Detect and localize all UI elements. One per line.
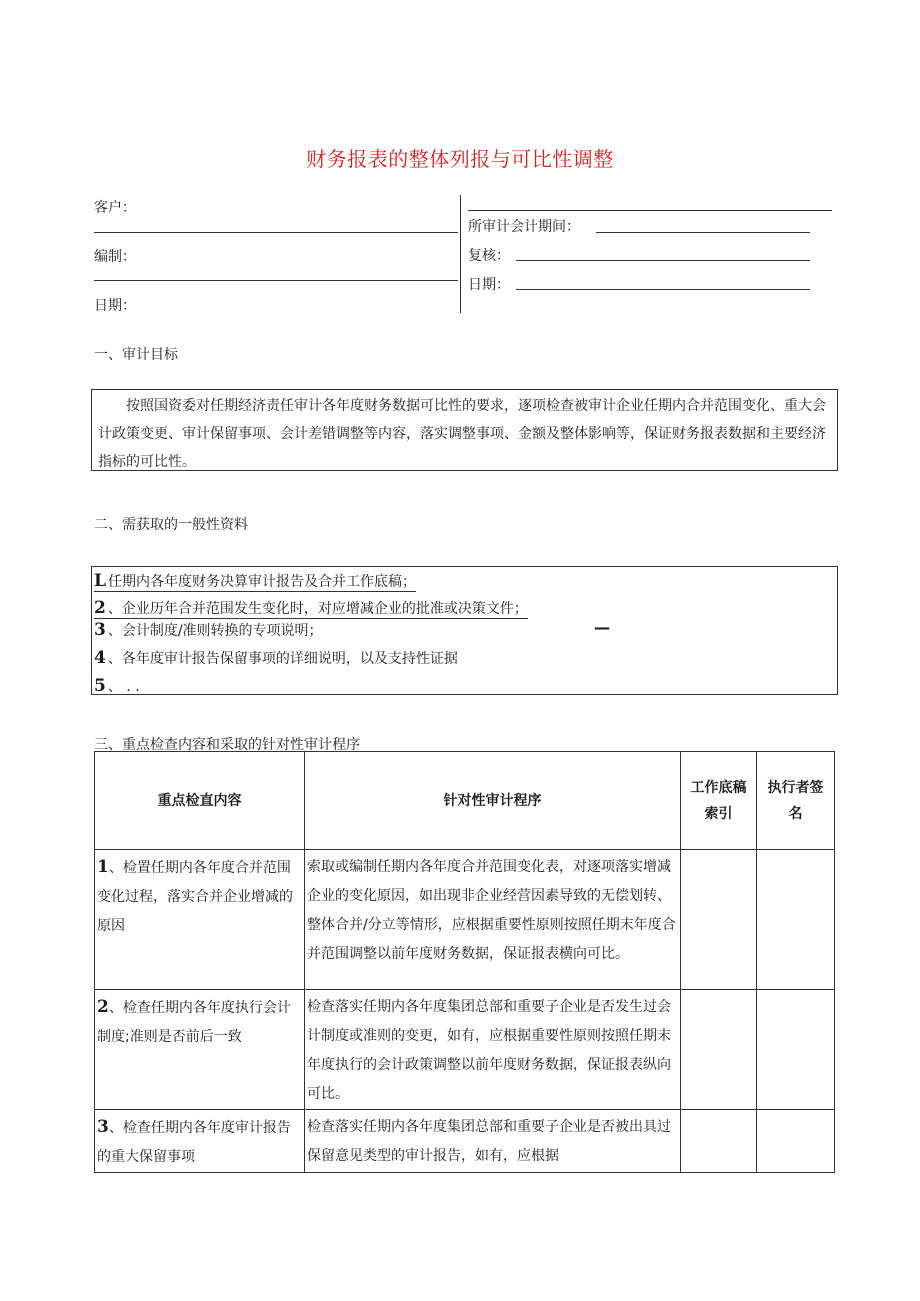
procedure-cell: 检查落实任期内各年度集团总部和重要子企业是否发生过会计制度或准则的变更，如有，应根据重要性原则按照任期末年度执行的会计政策调整以前年度财务数据，保证报表纵向可比。: [305, 990, 681, 1110]
check-content-cell: [95, 1110, 305, 1173]
audit-period-underline: [596, 232, 810, 233]
column-header-workpaper-index: 工作底稿索引: [681, 752, 757, 850]
section-procedures-heading: 三、重点检查内容和采取的针对性审计程序: [94, 737, 360, 753]
material-item: [94, 620, 323, 640]
check-content-text: 、检置任期内各年度合并范围变化过程，落实合并企业增减的原因: [97, 860, 293, 934]
column-header-procedure: 针对性审计程序: [305, 752, 681, 850]
row-number: 3: [97, 1117, 109, 1137]
row-number: 1: [97, 857, 109, 877]
dash-mark: —: [594, 618, 610, 637]
signer-cell[interactable]: [757, 1110, 835, 1173]
audit-objective-box: [91, 389, 838, 471]
client-label: 客户：: [94, 200, 136, 216]
table-row: [95, 990, 835, 1110]
material-item-number: 2: [94, 598, 106, 618]
table-header-row: [95, 752, 835, 850]
client-underline: [94, 232, 458, 233]
column-header-signer: 执行者签名: [757, 752, 835, 850]
section-audit-objective-heading: 一、审计目标: [94, 347, 178, 363]
prepared-label: 编制：: [94, 249, 136, 265]
procedure-cell: 检查落实任期内各年度集团总部和重要子企业是否被出具过保留意见类型的审计报告，如有，应根据: [305, 1110, 681, 1173]
workpaper-index-cell[interactable]: [681, 850, 757, 990]
check-content-text: 、检查任期内各年度审计报告的重大保留事项: [97, 1120, 291, 1165]
row-number: 2: [97, 997, 109, 1017]
right-top-underline: [468, 210, 832, 211]
procedures-table: [94, 751, 835, 1173]
check-content-cell: [95, 850, 305, 990]
signer-cell[interactable]: [757, 990, 835, 1110]
material-item-number: 3: [94, 620, 106, 640]
table-row: [95, 850, 835, 990]
procedure-cell: 索取或编制任期内各年度合并范围变化表，对逐项落实增减企业的变化原因，如出现非企业经营因素导致的无偿划转、整体合并/分立等情形，应根据重要性原则按照任期末年度合并范围调整以前年度财务数据，保证报表横向可比。: [305, 850, 681, 990]
date-label-right: 日期：: [468, 277, 510, 293]
document-title: 财务报表的整体列报与可比性调整: [306, 147, 614, 171]
review-underline: [516, 260, 810, 261]
material-item-number: L: [94, 571, 106, 591]
date-label-left: 日期：: [94, 298, 136, 314]
date-underline-right: [516, 289, 810, 290]
workpaper-index-cell[interactable]: [681, 1110, 757, 1173]
audit-objective-text: 按照国资委对任期经济责任审计各年度财务数据可比性的要求，逐项检查被审计企业任期内合并范围变化、重大会计政策变更、审计保留事项、会计差错调整等内容，落实调整事项、金额及整体影响等，保证财务报表数据和主要经济指标的可比性。: [98, 398, 826, 470]
prepared-underline: [94, 280, 458, 281]
check-content-text: 、检查任期内各年度执行会计制度;准则是否前后一致: [97, 1000, 291, 1045]
column-header-check-content: 重点检直内容: [95, 752, 305, 850]
material-item-text: 、 . .: [107, 679, 140, 695]
material-item-text: 任期内各年度财务决算审计报告及合并工作底稿；: [107, 574, 416, 590]
workpaper-index-cell[interactable]: [681, 990, 757, 1110]
material-item: [94, 676, 140, 696]
signer-cell[interactable]: [757, 850, 835, 990]
material-item-number: 4: [94, 648, 106, 668]
audit-period-label: 所审计会计期间：: [468, 219, 580, 235]
material-item: [94, 598, 528, 618]
material-item-number: 5: [94, 676, 106, 696]
material-item: [94, 571, 416, 591]
material-item-text: 、企业历年合并范围发生变化时，对应增减企业的批准或决策文件；: [107, 601, 528, 617]
material-item: [94, 648, 458, 668]
header-divider: [460, 195, 461, 313]
material-item-text: 、各年度审计报告保留事项的详细说明，以及支持性证据: [107, 651, 458, 667]
review-label: 复核：: [468, 248, 510, 264]
check-content-cell: [95, 990, 305, 1110]
material-item-text: 、会计制度/准则转换的专项说明；: [107, 623, 323, 639]
table-row: [95, 1110, 835, 1173]
section-materials-heading: 二、需获取的一般性资料: [94, 517, 248, 533]
